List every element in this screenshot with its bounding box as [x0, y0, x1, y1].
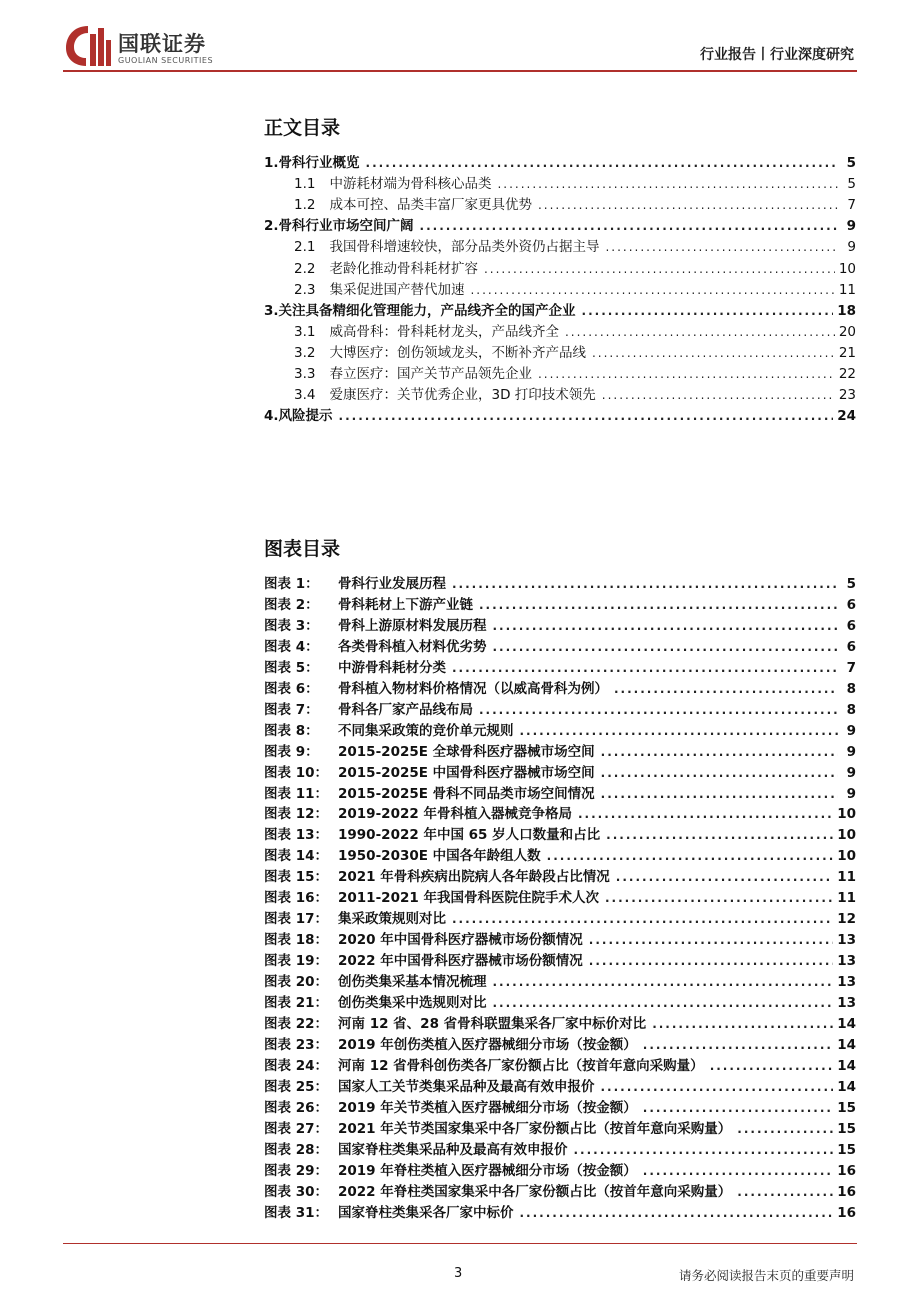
- figure-entry-page: 11: [837, 869, 856, 886]
- toc-entry-page: 22: [838, 366, 856, 382]
- figure-leader-dots: [605, 888, 833, 908]
- figure-entry-page: 15: [837, 1120, 856, 1137]
- toc-entry-number: 3.4: [294, 387, 316, 404]
- figure-entry-title: 骨科上游原材料发展历程: [338, 617, 487, 634]
- toc-entry-number: 1.1: [294, 176, 316, 193]
- figure-entry[interactable]: [264, 1140, 856, 1160]
- figure-entry-label: 图表 7：: [264, 701, 319, 718]
- figure-entry-title: 2021 年骨科疾病出院病人各年龄段占比情况: [338, 869, 610, 886]
- toc-entry[interactable]: [264, 280, 856, 300]
- figure-entry[interactable]: [264, 1161, 856, 1181]
- figure-leader-dots: [601, 784, 838, 804]
- toc-entry-label: 老龄化推动骨科耗材扩容: [329, 260, 478, 277]
- figure-entry[interactable]: [264, 909, 856, 929]
- figure-entry-page: 9: [846, 722, 856, 739]
- figure-leader-dots: [520, 1203, 834, 1223]
- figure-entry-page: 12: [837, 911, 856, 928]
- figure-entry-label: 图表 21：: [264, 995, 328, 1011]
- toc-entry-label: 我国骨科增速较快，部分品类外资仍占据主导: [329, 239, 600, 256]
- figure-entry[interactable]: [264, 700, 856, 720]
- toc-entry-page: 21: [838, 344, 856, 361]
- figure-entry-title: 2020 年中国骨科医疗器械市场份额情况: [338, 932, 583, 949]
- figure-entry-label: 图表 26：: [264, 1099, 328, 1116]
- figure-entry-label: 图表 25：: [264, 1078, 328, 1095]
- figure-leader-dots: [643, 1161, 833, 1181]
- figure-entry-title: 中游骨科耗材分类: [338, 659, 446, 676]
- figure-entry-label: 图表 10：: [264, 764, 328, 781]
- figure-entry-label: 图表 12：: [264, 806, 328, 823]
- figure-entry-page: 11: [837, 890, 856, 907]
- figure-leader-dots: [616, 867, 833, 887]
- figure-entry[interactable]: [264, 721, 856, 741]
- figure-entry-title: 河南 12 省骨科创伤类各厂家份额占比（按首年意向采购量）: [338, 1057, 704, 1074]
- figure-entry-page: 13: [837, 974, 856, 991]
- toc-entry[interactable]: [264, 195, 856, 215]
- figure-entry-title: 骨科耗材上下游产业链: [338, 596, 473, 613]
- figure-entry-title: 2011-2021 年我国骨科医院住院手术人次: [338, 890, 599, 907]
- figure-leader-dots: [737, 1119, 833, 1139]
- figure-entry-page: 15: [837, 1099, 856, 1116]
- figure-leader-dots: [452, 658, 838, 678]
- toc-entry-number: 3.2: [294, 344, 316, 361]
- toc-entry-page: 23: [838, 387, 856, 404]
- figure-entry-label: 图表 16：: [264, 890, 328, 907]
- toc-entry[interactable]: [264, 364, 856, 384]
- toc-entry-number: 3.3: [294, 366, 316, 382]
- figure-leader-dots: [479, 595, 838, 615]
- toc-entry-label: 集采促进国产替代加速: [329, 281, 465, 298]
- figure-leader-dots: [547, 846, 834, 866]
- toc-entry-number: 2.1: [294, 239, 316, 256]
- toc-entry-page: 9: [846, 218, 856, 235]
- page-header: [0, 0, 920, 72]
- figure-entry-title: 河南 12 省、28 省骨科联盟集采各厂家中标价对比: [338, 1015, 647, 1032]
- toc-entry[interactable]: [264, 216, 856, 236]
- toc-title: 正文目录: [264, 117, 341, 139]
- figure-entry-label: 图表 15：: [264, 869, 328, 886]
- toc-entry-page: 5: [846, 155, 856, 171]
- figure-entry-label: 图表 30：: [264, 1183, 328, 1200]
- toc-leader-dots: [605, 237, 838, 257]
- toc-leader-dots: [565, 322, 835, 342]
- toc-entry-page: 20: [838, 323, 856, 340]
- figure-entry-title: 2015-2025E 全球骨科医疗器械市场空间: [338, 743, 595, 760]
- figure-entry-title: 骨科各厂家产品线布局: [338, 701, 473, 718]
- toc-entry-label: 中游耗材端为骨科核心品类: [329, 176, 492, 193]
- figure-entry-title: 国家脊柱类集采品种及最高有效申报价: [338, 1141, 568, 1158]
- figure-leader-dots: [643, 1035, 833, 1055]
- figure-entry-page: 9: [846, 785, 856, 802]
- figure-entry[interactable]: [264, 972, 856, 992]
- figure-entry-label: 图表 23：: [264, 1036, 328, 1053]
- toc-entry-label: 爱康医疗：关节优秀企业，3D 打印技术领先: [329, 387, 596, 404]
- figure-leader-dots: [520, 721, 839, 741]
- toc-entry-number: 4.: [264, 408, 279, 425]
- figure-entry-label: 图表 5：: [264, 659, 319, 676]
- figure-leader-dots: [606, 825, 833, 845]
- figure-leader-dots: [493, 993, 834, 1013]
- toc-entry[interactable]: [264, 322, 856, 342]
- figure-entry-label: 图表 14：: [264, 848, 328, 865]
- figure-entry-page: 9: [846, 743, 856, 760]
- toc-entry-label: 骨科行业市场空间广阔: [278, 218, 414, 235]
- figure-entry-title: 2022 年脊柱类国家集采中各厂家份额占比（按首年意向采购量）: [338, 1183, 732, 1200]
- figure-entry-title: 各类骨科植入材料优劣势: [338, 638, 487, 655]
- figure-entry-page: 14: [837, 1015, 856, 1032]
- figure-leader-dots: [643, 1098, 833, 1118]
- toc-entry-label: 成本可控、品类丰富厂家更具优势: [329, 197, 532, 214]
- figure-entry[interactable]: [264, 1035, 856, 1055]
- figure-leader-dots: [493, 637, 839, 657]
- figure-entry-label: 图表 22：: [264, 1015, 328, 1032]
- toc-entry[interactable]: [264, 153, 856, 173]
- toc-entry-label: 风险提示: [278, 408, 333, 425]
- figure-entry-label: 图表 11：: [264, 785, 328, 802]
- figure-leader-dots: [578, 804, 833, 824]
- toc-leader-dots: [538, 364, 835, 384]
- figure-entry-label: 图表 9：: [264, 743, 319, 760]
- figure-entry-page: 14: [837, 1078, 856, 1095]
- figure-leader-dots: [589, 930, 833, 950]
- figure-entry-page: 16: [837, 1204, 856, 1221]
- figure-leader-dots: [493, 616, 839, 636]
- figure-entry-title: 2015-2025E 骨科不同品类市场空间情况: [338, 785, 595, 802]
- toc-entry[interactable]: [264, 343, 856, 363]
- toc-entry-page: 18: [837, 302, 856, 319]
- figure-leader-dots: [479, 700, 838, 720]
- toc-entry-number: 2.3: [294, 281, 316, 298]
- figure-entry-label: 图表 31：: [264, 1204, 328, 1221]
- toc-entry-page: 5: [847, 176, 856, 193]
- figure-entry-label: 图表 13：: [264, 827, 328, 844]
- figure-leader-dots: [574, 1140, 834, 1160]
- toc-leader-dots: [497, 174, 838, 194]
- figure-entry-page: 14: [837, 1036, 856, 1053]
- figure-entry[interactable]: [264, 1014, 856, 1034]
- figure-entry-page: 13: [837, 995, 856, 1011]
- page-number: 3: [454, 1266, 463, 1281]
- figure-entry[interactable]: [264, 1119, 856, 1139]
- figure-entry-page: 9: [846, 764, 856, 781]
- toc-entry-number: 3.: [264, 302, 279, 319]
- figure-entry-label: 图表 1：: [264, 576, 319, 592]
- toc-entry[interactable]: [264, 385, 856, 405]
- toc-entry[interactable]: [264, 259, 856, 279]
- figure-entry-label: 图表 17：: [264, 911, 328, 928]
- figure-leader-dots: [710, 1056, 834, 1076]
- figure-entry-title: 创伤类集采基本情况梳理: [338, 974, 487, 991]
- figure-entry-title: 不同集采政策的竞价单元规则: [338, 722, 514, 739]
- figure-entry-title: 创伤类集采中选规则对比: [338, 995, 487, 1011]
- figure-entry-page: 8: [846, 701, 856, 718]
- figure-entry-page: 6: [846, 638, 856, 655]
- figure-leader-dots: [493, 972, 834, 992]
- toc-entry[interactable]: [264, 301, 856, 321]
- figure-entry[interactable]: [264, 658, 856, 678]
- figure-entry-page: 13: [837, 953, 856, 970]
- figure-entry-label: 图表 8：: [264, 722, 319, 739]
- figure-entry-title: 1950-2030E 中国各年龄组人数: [338, 848, 541, 865]
- figure-entry[interactable]: [264, 804, 856, 824]
- figure-entry[interactable]: [264, 637, 856, 657]
- toc-entry-page: 11: [838, 281, 856, 298]
- toc-entry[interactable]: [264, 237, 856, 257]
- figure-entry[interactable]: [264, 1098, 856, 1118]
- header-divider: [63, 70, 857, 72]
- figure-entry-page: 14: [837, 1057, 856, 1074]
- figure-entry-title: 2015-2025E 中国骨科医疗器械市场空间: [338, 764, 595, 781]
- toc-entry-number: 2.2: [294, 260, 316, 277]
- figure-entry-title: 2022 年中国骨科医疗器械市场份额情况: [338, 953, 583, 970]
- figure-entry[interactable]: [264, 1182, 856, 1202]
- figure-entry-page: 16: [837, 1162, 856, 1179]
- toc-entry-page: 10: [838, 260, 856, 277]
- figure-entry-label: 图表 27：: [264, 1120, 328, 1137]
- figure-entry[interactable]: [264, 867, 856, 887]
- toc-entry-number: 3.1: [294, 323, 316, 340]
- footer-disclaimer: 请务必阅读报告末页的重要声明: [678, 1268, 854, 1283]
- toc-entry-label: 威高骨科：骨科耗材龙头，产品线齐全: [329, 323, 559, 340]
- figure-entry-title: 国家人工关节类集采品种及最高有效申报价: [338, 1078, 595, 1095]
- figure-entry-page: 6: [846, 596, 856, 613]
- toc-entry-label: 骨科行业概览: [278, 155, 360, 171]
- figure-entry[interactable]: [264, 993, 856, 1013]
- toc-entry-page: 7: [847, 197, 856, 214]
- figure-leader-dots: [589, 951, 833, 971]
- figure-entry-page: 10: [837, 806, 856, 823]
- toc-entry-label: 关注具备精细化管理能力，产品线齐全的国产企业: [278, 302, 576, 319]
- toc-entry-page: 9: [847, 239, 856, 256]
- figure-entry-title: 2021 年关节类国家集采中各厂家份额占比（按首年意向采购量）: [338, 1120, 732, 1137]
- figure-entry-page: 5: [846, 576, 856, 592]
- figure-entry-label: 图表 2：: [264, 596, 319, 613]
- toc-entry-label: 大博医疗：创伤领域龙头，不断补齐产品线: [329, 344, 586, 361]
- figure-leader-dots: [614, 679, 838, 699]
- guolian-logo-icon: [64, 24, 112, 68]
- logo-text: 国联证券: [118, 32, 206, 56]
- figure-entry-label: 图表 20：: [264, 974, 328, 991]
- figure-entry-title: 1990-2022 年中国 65 岁人口数量和占比: [338, 827, 601, 844]
- figure-entry[interactable]: [264, 846, 856, 866]
- figure-entry-title: 2019 年脊柱类植入医疗器械细分市场（按金额）: [338, 1162, 637, 1179]
- footer-divider: [63, 1243, 857, 1244]
- toc-entry-page: 24: [837, 408, 856, 425]
- figure-leader-dots: [652, 1014, 833, 1034]
- toc-entry-number: 1.2: [294, 197, 316, 214]
- toc-leader-dots: [339, 406, 834, 426]
- toc-leader-dots: [538, 195, 838, 215]
- toc-leader-dots: [582, 301, 834, 321]
- figure-entry[interactable]: [264, 888, 856, 908]
- figure-entry-label: 图表 24：: [264, 1057, 328, 1074]
- toc-entry-label: 春立医疗：国产关节产品领先企业: [329, 366, 532, 382]
- figure-entry-label: 图表 29：: [264, 1162, 328, 1179]
- figure-entry[interactable]: [264, 1203, 856, 1223]
- toc-leader-dots: [420, 216, 838, 236]
- logo-subtext: GUOLIAN SECURITIES: [118, 56, 214, 65]
- figure-entry-page: 6: [846, 617, 856, 634]
- toc-leader-dots: [592, 343, 835, 363]
- figure-entry-page: 15: [837, 1141, 856, 1158]
- figure-entry-label: 图表 19：: [264, 953, 328, 970]
- figure-entry-page: 8: [846, 680, 856, 697]
- figure-leader-dots: [601, 1077, 834, 1097]
- figure-entry[interactable]: [264, 574, 856, 594]
- figure-entry-title: 2019 年关节类植入医疗器械细分市场（按金额）: [338, 1099, 637, 1116]
- toc-entry[interactable]: [264, 406, 856, 426]
- figure-leader-dots: [601, 742, 838, 762]
- figure-entry-page: 13: [837, 932, 856, 949]
- figure-entry[interactable]: [264, 825, 856, 845]
- figure-entry[interactable]: [264, 679, 856, 699]
- toc-leader-dots: [602, 385, 835, 405]
- figure-entry[interactable]: [264, 1077, 856, 1097]
- figure-entry-page: 16: [837, 1183, 856, 1200]
- figure-entry-title: 2019-2022 年骨科植入器械竞争格局: [338, 806, 572, 823]
- figure-entry[interactable]: [264, 616, 856, 636]
- figure-entry-title: 骨科植入物材料价格情况（以威高骨科为例）: [338, 680, 608, 697]
- figure-entry-label: 图表 4：: [264, 638, 319, 655]
- figure-leader-dots: [452, 574, 838, 594]
- figure-leader-dots: [737, 1182, 833, 1202]
- toc-leader-dots: [470, 280, 834, 300]
- figure-leader-dots: [452, 909, 833, 929]
- toc-leader-dots: [484, 259, 835, 279]
- figure-list-title: 图表目录: [264, 538, 341, 560]
- figure-entry-page: 10: [837, 848, 856, 865]
- figure-entry-title: 集采政策规则对比: [338, 911, 446, 928]
- toc-entry[interactable]: [264, 174, 856, 194]
- report-type: 行业报告丨行业深度研究: [700, 47, 854, 63]
- figure-entry[interactable]: [264, 595, 856, 615]
- figure-entry[interactable]: [264, 784, 856, 804]
- figure-entry[interactable]: [264, 1056, 856, 1076]
- toc-leader-dots: [366, 153, 838, 173]
- figure-entry-title: 国家脊柱类集采各厂家中标价: [338, 1204, 514, 1221]
- figure-entry-label: 图表 28：: [264, 1141, 328, 1158]
- figure-entry[interactable]: [264, 930, 856, 950]
- figure-entry-label: 图表 6：: [264, 680, 319, 697]
- toc-entry-number: 1.: [264, 155, 279, 171]
- figure-entry-page: 7: [846, 659, 856, 676]
- figure-entry[interactable]: [264, 951, 856, 971]
- figure-entry-label: 图表 18：: [264, 932, 328, 949]
- figure-entry-page: 10: [837, 827, 856, 844]
- figure-entry-title: 骨科行业发展历程: [338, 576, 446, 592]
- figure-entry-title: 2019 年创伤类植入医疗器械细分市场（按金额）: [338, 1036, 637, 1053]
- figure-leader-dots: [601, 763, 838, 783]
- figure-entry[interactable]: [264, 742, 856, 762]
- figure-entry-label: 图表 3：: [264, 617, 319, 634]
- figure-entry[interactable]: [264, 763, 856, 783]
- toc-entry-number: 2.: [264, 218, 279, 235]
